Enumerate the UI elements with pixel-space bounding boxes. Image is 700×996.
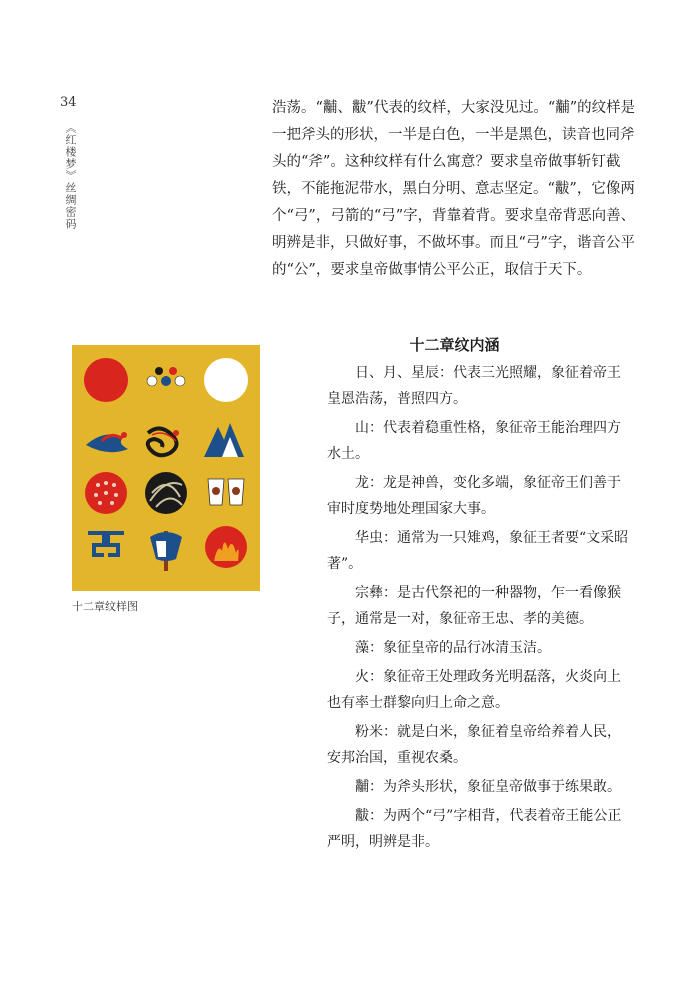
body-text-top (272, 95, 637, 284)
moon-emblem (204, 358, 248, 402)
section-title: 十二章纹内涵 (409, 336, 500, 354)
entry-fu-pattern: 黻：为两个“弓”字相背，代表着帝王能公正严明，明辨是非。 (327, 808, 622, 850)
sun-emblem (84, 358, 128, 402)
entry-sun-moon-stars: 日、月、星辰：代表三光照耀，象征着帝王皇恩浩荡，普照四方。 (327, 365, 621, 407)
entry-flame: 火：象征帝王处理政务光明磊落，火炎向上也有率士群黎向归上命之意。 (327, 669, 621, 711)
grain-emblem (85, 472, 127, 514)
twelve-emblems-figure (72, 345, 260, 591)
water-weed-emblem (145, 472, 187, 514)
page-number: 34 (60, 95, 77, 110)
entry-axe: 黼：为斧头形状，象征皇帝做事于练果敢。 (355, 779, 621, 795)
entry-dragon: 龙：龙是神兽，变化多端，象征帝王们善于审时度势地处理国家大事。 (327, 475, 621, 517)
flame-emblem (205, 526, 247, 568)
entry-ritual-vessel: 宗彝：是古代祭祀的一种器物，乍一看像猴子，通常是一对，象征帝王忠、孝的美德。 (327, 585, 621, 627)
figure-caption: 十二章纹样图 (72, 600, 138, 613)
emblem-entries (327, 360, 632, 858)
entry-water-weed: 藻：象征皇帝的品行冰清玉洁。 (355, 640, 551, 656)
entry-pheasant: 华虫：通常为一只雉鸡，象征王者要“文采昭著”。 (327, 530, 629, 572)
entry-mountain: 山：代表着稳重性格，象征帝王能治理四方水土。 (327, 420, 621, 462)
entry-grain: 粉米：就是白米，象征着皇帝给养着人民，安邦治国，重视农桑。 (327, 724, 621, 766)
running-head: 《红楼梦》丝绸密码 (64, 122, 77, 230)
paragraph-continuation: 浩荡。“黼、黻”代表的纹样，大家没见过。“黼”的纹样是一把斧头的形状，一半是白色，一半是黑色，读音也同斧头的“斧”。这种纹样有什么寓意？要求皇帝做事斩钉截铁，不能拖泥带水，黑白分明、意志坚定。“黻”，它像两个“弓”，弓箭的“弓”字，背靠着背。要求皇帝背恶向善、明辨是非，只做好事，不做坏事。而且“弓”字，谐音公平的“公”，要求皇帝做事情公平公正，取信于天下。 (272, 100, 636, 278)
